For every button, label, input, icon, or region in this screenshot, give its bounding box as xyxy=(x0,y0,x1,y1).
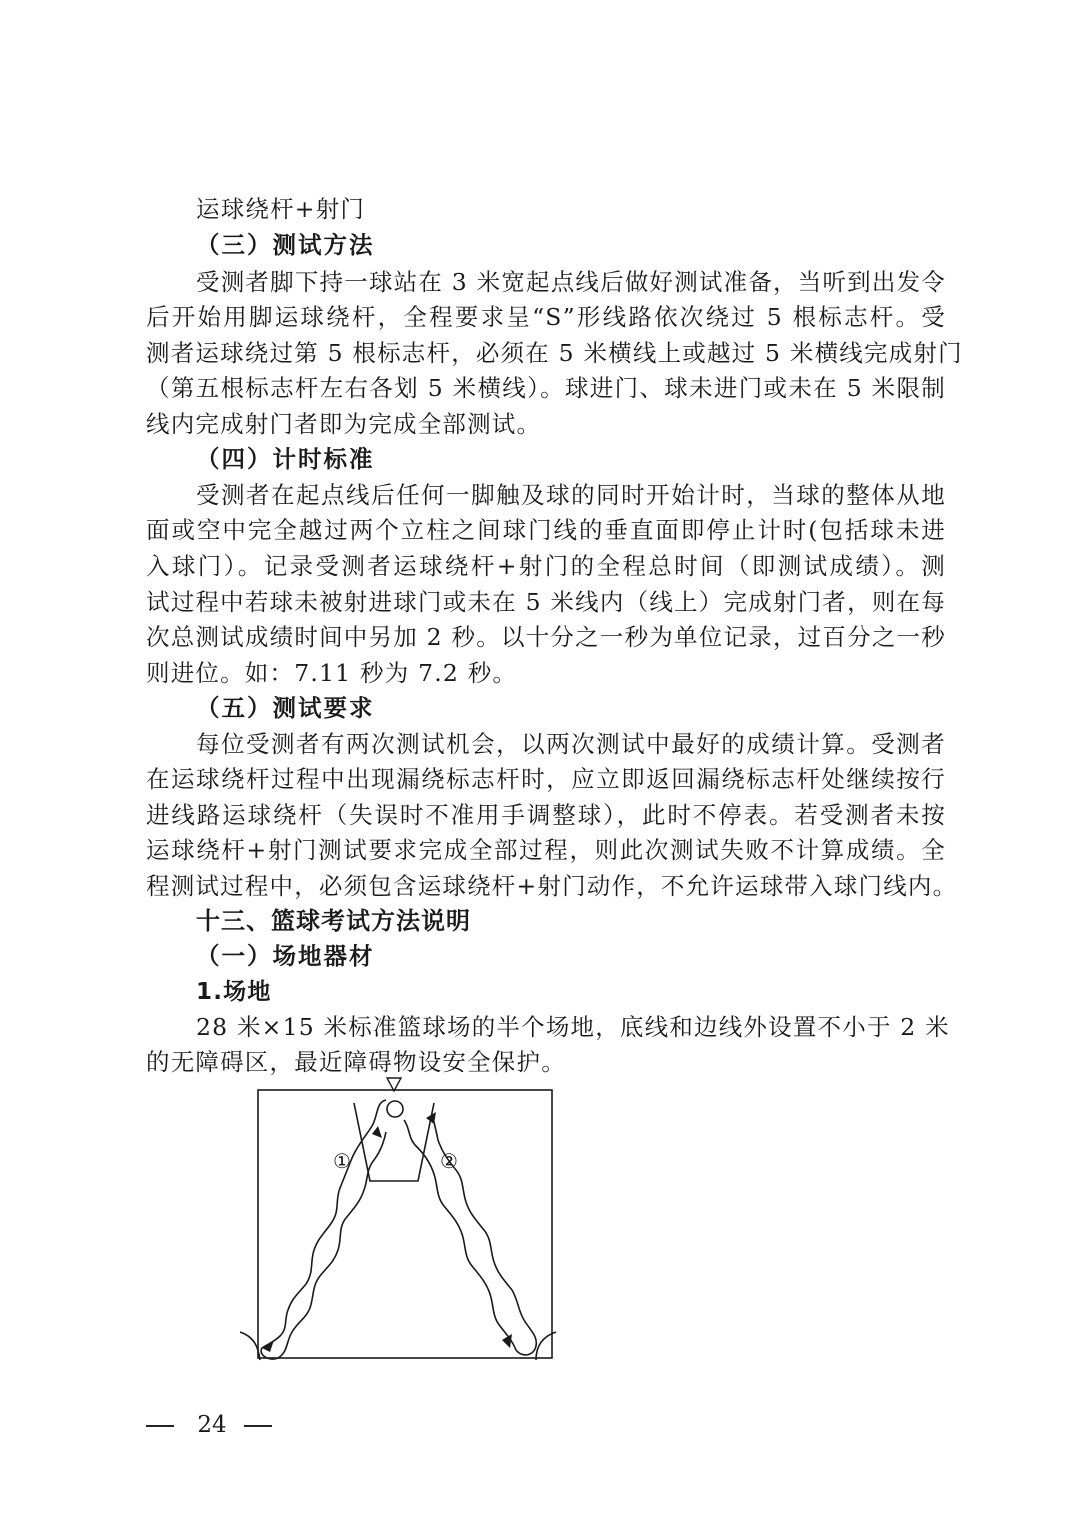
page-number-value: 24 xyxy=(197,1412,227,1438)
page-number-dash-right xyxy=(244,1425,272,1427)
start-marker-icon xyxy=(387,1078,401,1091)
paragraph-line: 测者运球绕过第 5 根标志杆，必须在 5 米横线上或越过 5 米横线完成射门 xyxy=(146,339,963,367)
page-number-dash-left xyxy=(146,1425,174,1427)
paragraph-line: 试过程中若球未被射进球门或未在 5 米线内（线上）完成射门者，则在每 xyxy=(146,588,946,616)
corner-arc-left xyxy=(240,1332,260,1360)
route-label-2: ② xyxy=(440,1149,458,1173)
arrow-icon xyxy=(372,1126,382,1138)
paragraph-line: 程测试过程中，必须包含运球绕杆+射门动作，不允许运球带入球门线内。 xyxy=(146,872,958,900)
route-label-1: ① xyxy=(333,1149,351,1173)
paragraph-line: （第五根标志杆左右各划 5 米横线）。球进门、球未进门或未在 5 米限制 xyxy=(146,374,946,402)
heading-test-method: （三）测试方法 xyxy=(196,231,375,259)
heading-venue-equipment: （一）场地器材 xyxy=(196,942,375,970)
paragraph-line: 线内完成射门者即为完成全部测试。 xyxy=(146,410,542,438)
paragraph-line: 的无障碍区，最近障碍物设安全保护。 xyxy=(146,1048,566,1076)
paragraph-line: 每位受测者有两次测试机会，以两次测试中最好的成绩计算。受测者 xyxy=(196,730,946,758)
heading-basketball-section: 十三、篮球考试方法说明 xyxy=(196,907,471,935)
court-boundary xyxy=(258,1090,552,1358)
heading-timing-standard: （四）计时标准 xyxy=(196,445,375,473)
free-throw-lane xyxy=(354,1103,434,1181)
hoop-icon xyxy=(387,1101,403,1117)
paragraph-line: 则进位。如：7.11 秒为 7.2 秒。 xyxy=(146,659,518,687)
paragraph-line: 受测者脚下持一球站在 3 米宽起点线后做好测试准备，当听到出发令 xyxy=(196,268,946,296)
paragraph-line: 受测者在起点线后任何一脚触及球的同时开始计时，当球的整体从地 xyxy=(196,481,946,509)
paragraph-line: 28 米×15 米标准篮球场的半个场地，底线和边线外设置不小于 2 米 xyxy=(196,1013,950,1041)
paragraph-line: 后开始用脚运球绕杆，全程要求呈“S”形线路依次绕过 5 根标志杆。受 xyxy=(146,303,946,331)
page-number xyxy=(140,1408,280,1442)
corner-arc-right xyxy=(536,1332,556,1360)
route-1-path xyxy=(262,1100,386,1348)
paragraph-line: 面或空中完全越过两个立柱之间球门线的垂直面即停止计时(包括球未进 xyxy=(146,516,946,544)
heading-venue: 1.场地 xyxy=(196,979,272,1005)
paragraph-line: 进线路运球绕杆（失误时不准用手调整球），此时不停表。若受测者未按 xyxy=(146,801,946,829)
half-court-diagram xyxy=(240,1072,560,1368)
paragraph-line: 次总测试成绩时间中另加 2 秒。以十分之一秒为单位记录，过百分之一秒 xyxy=(146,623,946,651)
paragraph-line: 运球绕杆+射门测试要求完成全部过程，则此次测试失败不计算成绩。全 xyxy=(146,836,946,864)
heading-test-requirements: （五）测试要求 xyxy=(196,694,375,722)
paragraph-line: 入球门）。记录受测者运球绕杆+射门的全程总时间（即测试成绩）。测 xyxy=(146,552,946,580)
route-2-path xyxy=(404,1120,516,1350)
paragraph-line: 在运球绕杆过程中出现漏绕标志杆时，应立即返回漏绕标志杆处继续按行 xyxy=(146,765,946,793)
section-label: 运球绕杆+射门 xyxy=(196,195,366,223)
